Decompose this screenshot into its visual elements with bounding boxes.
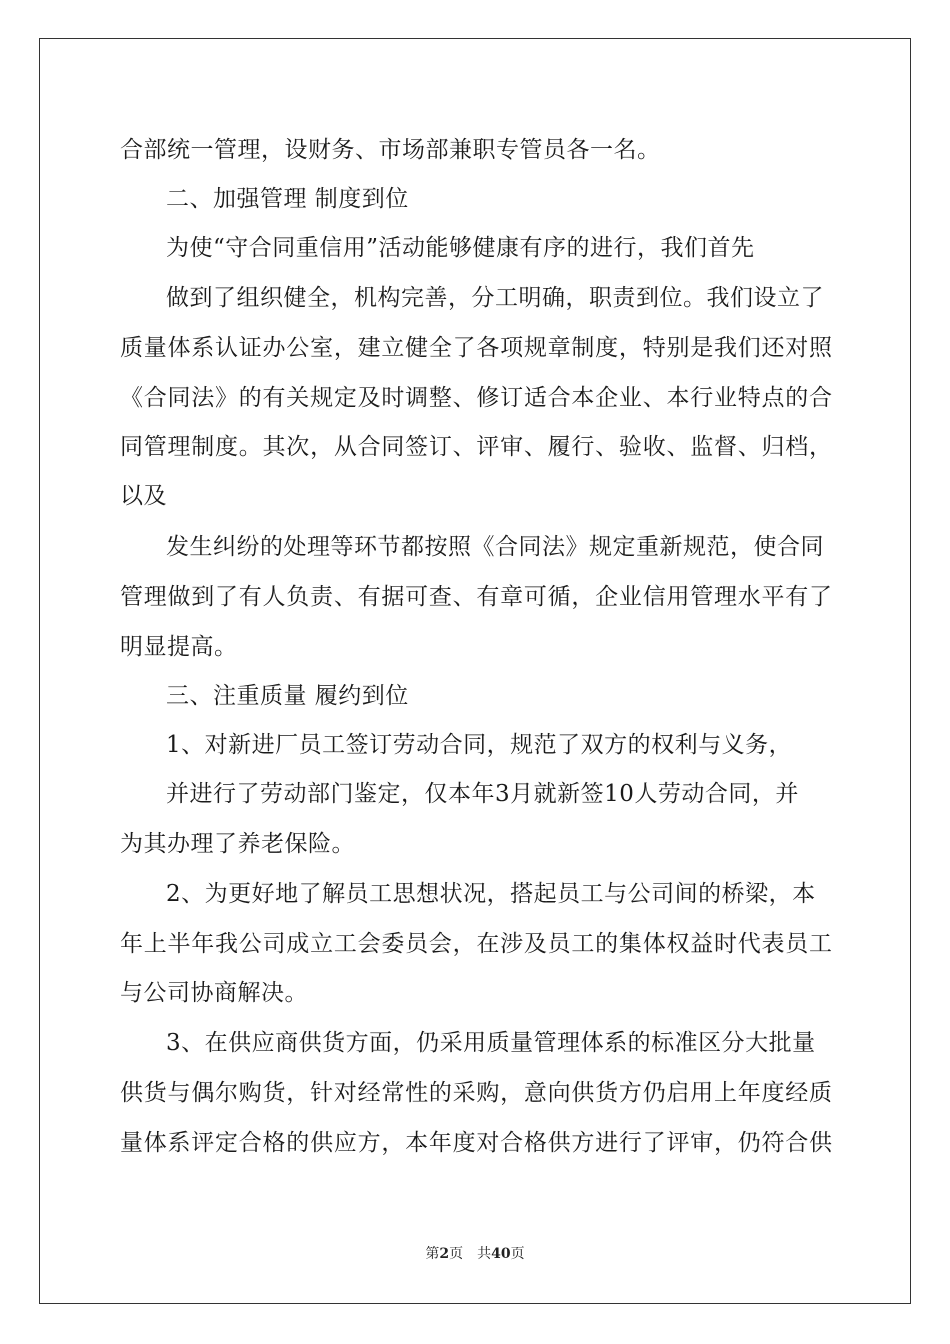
total-prefix: 共 (477, 1246, 492, 1262)
text-line: 明显提高。 (120, 634, 238, 660)
text-line: 管理做到了有人负责、有据可查、有章可循，企业信用管理水平有了 (120, 584, 832, 610)
text-line: 为其办理了养老保险。 (120, 831, 355, 857)
page-border (39, 38, 911, 1304)
text-line: 同管理制度。其次，从合同签订、评审、履行、验收、监督、归档， (120, 434, 832, 460)
total-suffix: 页 (510, 1246, 525, 1262)
text-line: 并进行了劳动部门鉴定，仅本年3月就新签10人劳动合同，并 (166, 781, 799, 807)
text-line: 质量体系认证办公室，建立健全了各项规章制度，特别是我们还对照 (120, 335, 832, 361)
total-pages: 40 (491, 1246, 511, 1262)
text-line: 与公司协商解决。 (120, 980, 308, 1006)
text-line: 合部统一管理，设财务、市场部兼职专管员各一名。 (120, 137, 661, 163)
page-number: 2 (439, 1246, 450, 1262)
page-suffix: 页 (449, 1246, 464, 1262)
text-line: 3、在供应商供货方面，仍采用质量管理体系的标准区分大批量 (166, 1030, 816, 1056)
text-line: 做到了组织健全，机构完善，分工明确，职责到位。我们设立了 (166, 285, 824, 311)
page-prefix: 第 (425, 1246, 440, 1262)
text-line: 以及 (120, 483, 167, 509)
text-line: 供货与偶尔购货，针对经常性的采购，意向供货方仍启用上年度经质 (120, 1080, 832, 1106)
section-heading: 三、注重质量 履约到位 (166, 683, 409, 709)
text-line: 量体系评定合格的供应方，本年度对合格供方进行了评审，仍符合供 (120, 1130, 832, 1156)
section-heading: 二、加强管理 制度到位 (166, 186, 409, 212)
text-line: 发生纠纷的处理等环节都按照《合同法》规定重新规范，使合同 (166, 534, 824, 560)
text-line: 1、对新进厂员工签订劳动合同，规范了双方的权利与义务， (166, 732, 793, 758)
text-line: 年上半年我公司成立工会委员会，在涉及员工的集体权益时代表员工 (120, 931, 832, 957)
text-line: 2、为更好地了解员工思想状况，搭起员工与公司间的桥梁，本 (166, 881, 816, 907)
text-line: 为使“守合同重信用”活动能够健康有序的进行，我们首先 (166, 235, 755, 261)
text-line: 《合同法》的有关规定及时调整、修订适合本企业、本行业特点的合 (120, 385, 832, 411)
page-footer (0, 1245, 950, 1263)
